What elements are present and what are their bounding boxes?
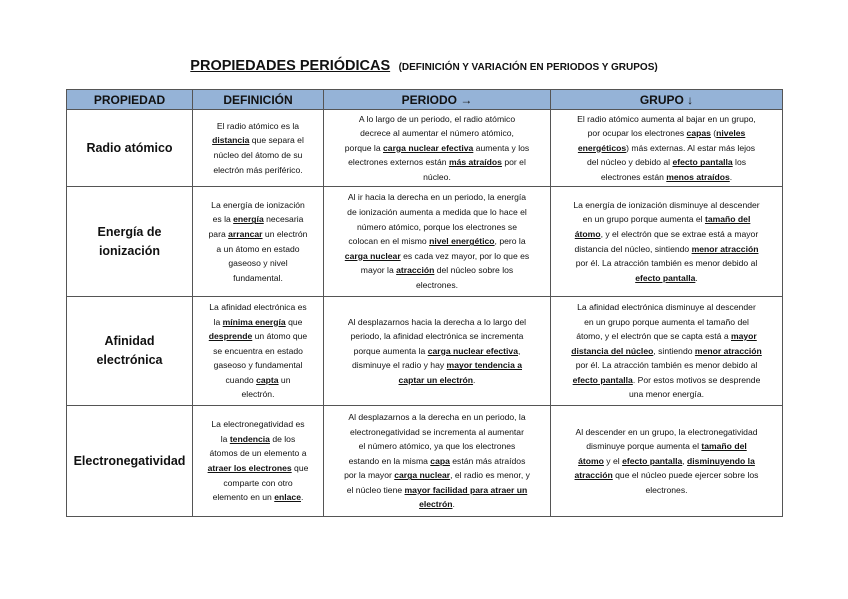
text-line [555,483,778,498]
text-line [197,227,319,242]
header-definicion: DEFINICIÓN [193,90,324,110]
text-line [197,446,319,461]
key-term: energéticos [577,142,627,153]
key-term: tendencia [229,433,270,444]
text-line [197,212,319,227]
text-segment: porque la [344,142,384,153]
key-term: disminuyendo la [687,455,755,466]
text-line [555,468,778,483]
property-name-line: Energía de [97,224,162,239]
key-term: átomo [578,455,604,466]
periodo-cell [324,297,551,406]
property-name-line: Electronegatividad [73,453,186,468]
text-line [555,358,778,373]
text-line [328,278,546,293]
text-line [328,410,546,425]
key-term: electrón [419,499,453,510]
title-subtitle: (DEFINICIÓN Y VARIACIÓN EN PERIODOS Y GRUPOS) [398,62,658,73]
text-segment: que el núcleo puede ejercer sobre los [612,470,759,481]
table-row [67,406,783,517]
text-line [555,112,778,127]
text-segment: por él. La atracción también es menor debido al [575,360,758,371]
text-segment: electronegatividad se incrementa al aumentar [350,426,524,437]
text-segment: una menor energía. [628,389,704,400]
text-segment: del núcleo sobre los [434,265,514,276]
text-line [328,249,546,264]
text-line [328,315,546,330]
property-name-line: ionización [98,243,161,258]
text-segment: . [695,272,698,283]
text-segment: electrones externos están [348,157,449,168]
text-line [555,454,778,469]
table-row [67,297,783,406]
text-segment: es cada vez mayor, por lo que es [400,250,530,261]
key-term: capta [256,374,279,385]
text-segment: electrones están [600,171,667,182]
page-title [0,57,848,75]
text-segment: ( [710,128,717,139]
header-grupo: GRUPO ↓ [551,90,783,110]
text-segment: gaseoso y nivel [228,258,288,269]
key-term: efecto pantalla [635,272,696,283]
key-term: carga nuclear efectiva [383,142,474,153]
text-segment: número atómico, porque los electrones se [356,221,518,232]
text-segment: . [301,492,304,503]
key-term: niveles [716,128,746,139]
text-segment: núcleo. [423,171,451,182]
key-term: carga nuclear [344,250,401,261]
text-line [555,315,778,330]
key-term: energía [233,214,264,225]
text-segment: un electrón [262,228,308,239]
text-line [197,133,319,148]
text-line [197,373,319,388]
text-segment: del núcleo y debido al [586,157,673,168]
grupo-cell [551,187,783,297]
text-segment: comparte con otro [223,477,293,488]
text-line [197,476,319,491]
text-segment: para [208,228,229,239]
text-segment: La energía de ionización disminuye al descender [573,199,760,210]
text-segment: disminuye porque aumenta el [586,441,702,452]
text-segment: y el [603,455,623,466]
key-term: carga nuclear efectiva [427,345,518,356]
text-segment: por ocupar los electrones [587,128,687,139]
text-segment: periodo, la afinidad electrónica se incrementa [350,331,524,342]
text-segment: aumenta y los [473,142,530,153]
header-propiedad: PROPIEDAD [67,90,193,110]
text-segment: en un grupo porque aumenta el [582,214,705,225]
text-segment: núcleo del átomo de su [213,150,303,160]
text-line [197,358,319,373]
text-line [328,329,546,344]
text-line [197,344,319,359]
text-line [328,468,546,483]
text-line [328,170,546,185]
key-term: mínima energía [222,316,286,327]
table-body [67,110,783,517]
properties-table [66,89,783,517]
key-term: atracción [396,265,435,276]
text-segment: por el [501,157,526,168]
key-term: arrancar [228,228,263,239]
key-term: mayor tendencia a [446,360,523,371]
text-segment: que [285,316,303,327]
key-term: mayor facilidad para atraer un [404,484,528,495]
text-line [328,373,546,388]
property-name-line: Radio atómico [86,140,173,155]
text-segment: el número atómico, ya que los electrones [358,441,516,452]
def-cell [193,110,324,187]
text-segment: . [473,374,476,385]
key-term: efecto pantalla [672,157,733,168]
text-line [555,344,778,359]
def-cell [193,187,324,297]
grupo-cell [551,297,783,406]
text-line [555,300,778,315]
text-segment: necesaria [263,214,304,225]
key-term: efecto pantalla [622,455,683,466]
key-term: nivel energético [429,236,495,247]
text-segment: que separa el [249,135,304,146]
text-segment: por él. La atracción también es menor debido al [575,258,758,269]
text-segment: El radio atómico aumenta al bajar en un grupo, [577,113,756,124]
property-name-cell [67,297,193,406]
text-line [555,155,778,170]
key-term: atracción [574,470,613,481]
text-segment: La afinidad electrónica disminuye al descender [577,301,756,312]
text-line [328,220,546,235]
key-term: mayor [730,331,757,342]
property-name-cell [67,406,193,517]
text-line [197,163,319,178]
key-term: capas [686,128,711,139]
text-line [197,387,319,402]
key-term: tamaño del [704,214,751,225]
text-line [555,387,778,402]
text-segment: átomo, y el electrón que se capta está a [576,331,731,342]
text-segment: colocan en el mismo [348,236,430,247]
key-term: menor atracción [694,345,762,356]
key-term: más atraídos [448,157,502,168]
periodo-cell [324,406,551,517]
key-term: distancia del núcleo [571,345,654,356]
text-segment: cuando [225,374,257,385]
text-segment: estando en la misma [348,455,431,466]
text-line [555,256,778,271]
text-segment: Al ir hacia la derecha en un periodo, la energía [347,192,527,203]
key-term: carga nuclear [394,470,451,481]
text-line [328,112,546,127]
text-segment: Al desplazarnos hacia la derecha a lo largo del [347,316,527,327]
grupo-cell [551,406,783,517]
property-name-line: electrónica [96,353,163,367]
table-row [67,187,783,297]
text-line [328,141,546,156]
key-term: menor atracción [691,243,759,254]
text-segment: que [291,463,309,473]
text-segment: ) más externas. Al estar más lejos [626,142,756,153]
periodo-cell [324,110,551,187]
text-line [328,425,546,440]
periodo-cell [324,187,551,297]
table-header-row [67,90,783,110]
text-line [328,155,546,170]
text-segment: un átomo que [252,331,308,342]
text-line [197,242,319,257]
key-term: captar un electrón [398,374,474,385]
text-segment: . Por estos motivos se desprende [632,374,761,385]
text-segment: por la mayor [344,470,395,481]
grupo-cell [551,110,783,187]
text-segment: , pero la [494,236,526,247]
text-line [328,205,546,220]
key-term: desprende [208,331,253,342]
text-segment: , el radio es menor, y [450,470,530,481]
text-segment: . [729,171,733,182]
text-segment: , [517,345,521,356]
key-term: átomo [574,228,601,239]
text-line [197,148,319,163]
text-segment: , sintiendo [653,345,695,356]
text-segment: de los [269,433,296,444]
text-segment: La energía de ionización [211,199,305,210]
text-line [328,454,546,469]
text-line [197,315,319,330]
text-segment: el núcleo tiene [346,484,405,495]
text-segment: distancia del núcleo, sintiendo [574,243,692,254]
text-segment: átomos de un elemento a [209,448,307,459]
key-term: distancia [212,135,250,146]
text-line [328,497,546,512]
text-segment: , y el electrón que se extrae está a mayor [600,228,759,239]
text-line [328,263,546,278]
text-segment: decrece al aumentar el número atómico, [360,128,514,139]
text-line [197,461,319,476]
text-line [328,190,546,205]
text-segment: de ionización aumenta a medida que lo hace el [347,207,527,218]
text-segment: los [732,157,747,168]
text-segment: mayor la [360,265,397,276]
text-segment: electrones. [415,279,459,290]
def-cell [193,406,324,517]
key-term: capa [430,455,450,466]
header-periodo: PERIODO → [324,90,551,110]
text-line [555,227,778,242]
text-line [555,271,778,286]
text-line [555,212,778,227]
text-segment: gaseoso y fundamental [213,360,303,371]
text-line [555,170,778,185]
text-line [197,432,319,447]
text-line [555,126,778,141]
text-segment: . [452,499,455,510]
text-segment: la [213,316,223,327]
text-line [197,300,319,315]
text-line [555,373,778,388]
key-term: menos atraídos [666,171,730,182]
text-line [328,126,546,141]
text-line [197,119,319,134]
text-segment: electrón. [241,389,275,400]
text-segment: Al desplazarnos a la derecha en un periodo, la [348,411,526,422]
text-line [555,425,778,440]
text-segment: electrón más periférico. [213,164,303,175]
text-segment: A lo largo de un periodo, el radio atómico [358,113,516,124]
text-segment: fundamental. [233,272,283,283]
text-segment: la [220,433,230,444]
table-row [67,110,783,187]
text-segment: La afinidad electrónica es [209,301,307,312]
key-term: enlace [274,492,301,503]
text-segment: disminuye el radio y hay [351,360,447,371]
property-name-cell [67,110,193,187]
text-line [197,271,319,286]
text-line [555,242,778,257]
text-segment: están más atraídos [449,455,526,466]
text-segment: porque aumenta la [353,345,428,356]
text-line [328,234,546,249]
key-term: tamaño del [701,441,747,452]
text-line [555,198,778,213]
text-segment: electrones. [645,484,688,495]
text-line [328,344,546,359]
text-line [197,490,319,505]
text-segment: El radio atómico es la [216,120,300,131]
text-line [197,198,319,213]
text-line [197,256,319,271]
text-line [328,439,546,454]
text-line [555,329,778,344]
text-segment: se encuentra en estado [213,345,303,356]
text-line [197,329,319,344]
text-segment: a un átomo en estado [216,243,300,254]
key-term: efecto pantalla [572,374,633,385]
text-segment: La electronegatividad es [211,419,305,430]
title-main: PROPIEDADES PERIÓDICAS [190,58,391,74]
text-segment: Al descender en un grupo, la electronegatividad [575,426,758,437]
text-segment: , [682,455,688,466]
text-line [328,483,546,498]
property-name-line: Afinidad [104,334,155,348]
text-segment: un [278,374,291,385]
def-cell [193,297,324,406]
property-name-cell [67,187,193,297]
text-line [328,358,546,373]
text-segment: es la [212,214,234,225]
text-segment: elemento en un [212,492,275,503]
text-line [197,417,319,432]
text-segment: en un grupo porque aumenta el tamaño del [584,316,749,327]
key-term: atraer los electrones [207,463,292,473]
text-line [555,141,778,156]
text-line [555,439,778,454]
